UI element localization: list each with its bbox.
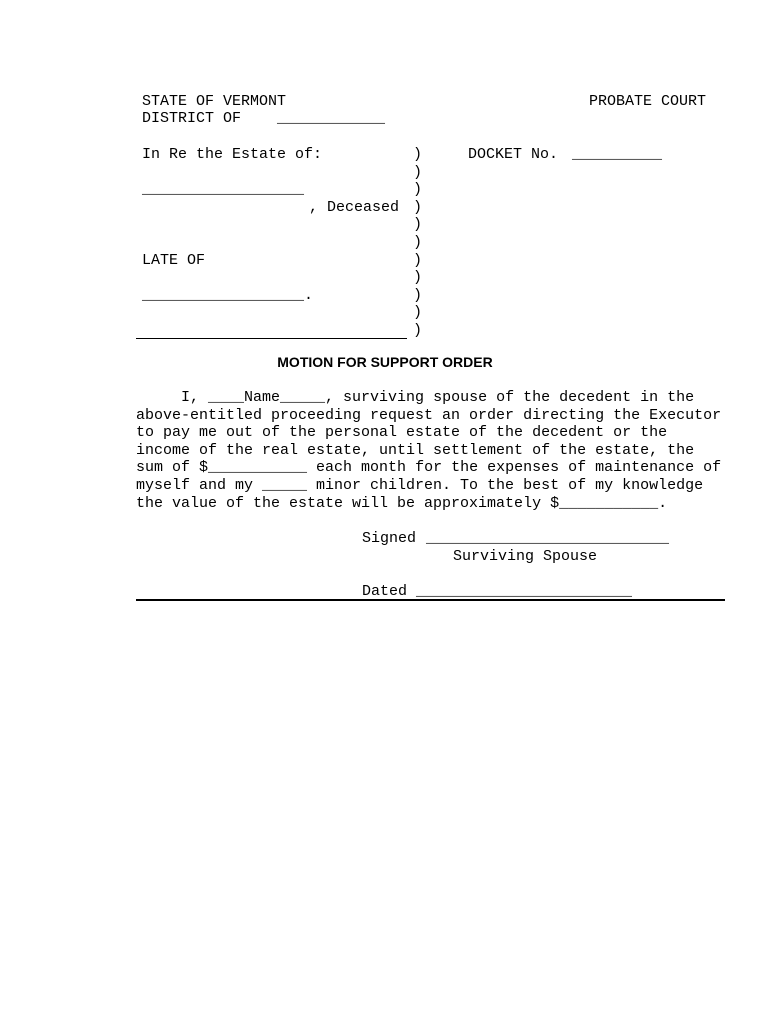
district-field[interactable]: ____________ xyxy=(277,110,386,127)
deceased-label: , Deceased xyxy=(309,199,400,216)
monthly-sum-field[interactable]: ___________ xyxy=(208,459,308,477)
court-label: PROBATE COURT xyxy=(589,93,707,110)
body-line5-pre: sum of $ xyxy=(136,459,209,477)
in-re-label: In Re the Estate of: xyxy=(142,146,323,163)
footer-rule xyxy=(136,599,725,601)
body-line4: income of the real estate, until settlement of the estate, the xyxy=(136,441,695,459)
body-line3: to pay me out of the personal estate of the decedent or the xyxy=(136,424,668,442)
late-of-label: LATE OF xyxy=(142,252,206,269)
signed-label: Signed xyxy=(362,530,417,547)
body-line5-post: each month for the expenses of maintenance of xyxy=(307,459,722,477)
body-line2: above-entitled proceeding request an order directing the Executor xyxy=(136,406,722,424)
body-line1-pre: I, xyxy=(136,389,209,406)
body-line1-post: , surviving spouse of the decedent in the xyxy=(325,389,695,406)
dated-label: Dated xyxy=(362,583,408,600)
signature-field[interactable]: ___________________________ xyxy=(426,530,670,547)
body-line7-pre: the value of the estate will be approximately $ xyxy=(136,494,560,512)
date-field[interactable]: ________________________ xyxy=(416,583,633,600)
state-label: STATE OF VERMONT xyxy=(142,93,287,110)
estate-value-field[interactable]: ___________ xyxy=(559,494,659,512)
motion-paragraph xyxy=(136,389,736,512)
body-line6: myself and my _____ minor children. To the best of my knowledge xyxy=(136,476,704,494)
surviving-spouse-label: Surviving Spouse xyxy=(453,548,598,565)
docket-label: DOCKET No. xyxy=(468,146,559,163)
deceased-name-field[interactable]: __________________ xyxy=(142,181,305,198)
district-label: DISTRICT OF xyxy=(142,110,242,127)
body-line7-post: . xyxy=(658,494,668,512)
late-of-field[interactable]: __________________. xyxy=(142,287,314,304)
spouse-name-field[interactable]: ____Name_____ xyxy=(208,389,326,406)
caption-divider xyxy=(136,338,407,339)
caption-parentheses: ) ) ) ) ) ) ) ) ) ) ) xyxy=(413,146,423,339)
document-title: MOTION FOR SUPPORT ORDER xyxy=(277,354,493,370)
docket-field[interactable]: __________ xyxy=(572,146,663,163)
